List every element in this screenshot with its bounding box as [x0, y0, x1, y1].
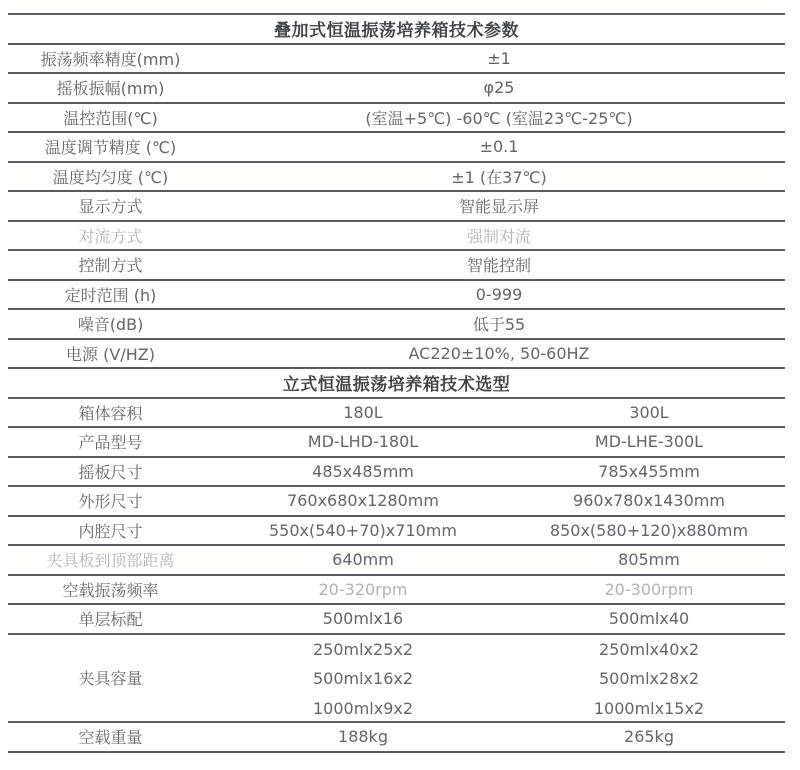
spec-row-plate-amplitude [8, 74, 785, 104]
spec-label: 内腔尺寸 [78, 521, 143, 541]
spec-row-timer-range [8, 281, 785, 311]
spec-label: 对流方式 [78, 226, 143, 246]
spec-label: 温度均匀度 (℃) [52, 167, 169, 187]
spec-value: AC220±10%, 50-60HZ [408, 343, 590, 363]
spec-value: 低于55 [472, 315, 526, 335]
spec-label: 摇板振幅(mm) [56, 79, 165, 99]
spec-label: 空载振荡频率 [62, 580, 159, 600]
spec-value-model2: 265kg [624, 727, 674, 747]
spec-label: 外形尺寸 [78, 492, 143, 512]
section2-title: 立式恒温振荡培养箱技术选型 [282, 375, 511, 396]
spec-row-temp-accuracy [8, 133, 785, 163]
spec-value-model1: 760x680x1280mm [287, 491, 439, 511]
spec-row-no-load-frequency [8, 576, 785, 606]
spec-row-temp-uniformity [8, 163, 785, 193]
spec-value: ±1 [487, 48, 511, 68]
spec-row-control-mode [8, 251, 785, 281]
spec-label: 温度调节精度 (℃) [44, 138, 177, 158]
spec-row-power [8, 340, 785, 370]
spec-value-model2: 850x(580+120)x880mm [549, 520, 749, 540]
spec-value-model1: 188kg [338, 727, 388, 747]
clamp-capacity-line: 500mlx16x2 [312, 669, 414, 688]
spec-value: 智能显示屏 [458, 197, 539, 217]
spec-value-model1: 550x(540+70)x710mm [269, 520, 457, 540]
spec-row-no-load-weight [8, 723, 785, 753]
spec-value-model2: MD-LHE-300L [594, 432, 704, 452]
spec-value-model1: 180L [343, 402, 383, 422]
spec-row-clamp-top-distance [8, 546, 785, 576]
spec-row-exterior-size [8, 487, 785, 517]
spec-table [8, 13, 785, 753]
spec-row-chamber-size [8, 517, 785, 547]
section2-header [8, 369, 785, 399]
spec-label: 单层标配 [78, 610, 143, 630]
clamp-capacity-line: 1000mlx9x2 [312, 698, 414, 718]
spec-label: 夹具板到顶部距离 [46, 551, 175, 571]
spec-value-model2: 805mm [618, 550, 680, 570]
spec-row-plate-size [8, 458, 785, 488]
spec-value-model2: 500mlx40 [608, 609, 690, 629]
spec-value-model1: MD-LHD-180L [307, 432, 419, 452]
spec-value: 0-999 [475, 284, 523, 304]
spec-label: 空载重量 [78, 728, 143, 748]
spec-value-model2: 20-300rpm [604, 579, 694, 599]
spec-label: 产品型号 [78, 433, 143, 453]
spec-value: 强制对流 [466, 226, 531, 246]
spec-label: 定时范围 (h) [64, 285, 157, 305]
spec-value: 智能控制 [466, 256, 531, 276]
spec-row-convection-mode [8, 222, 785, 252]
spec-row-noise [8, 310, 785, 340]
clamp-capacity-line: 500mlx28x2 [598, 669, 700, 688]
spec-value-model2: 960x780x1430mm [573, 491, 725, 511]
clamp-capacity-line: 1000mlx15x2 [593, 698, 705, 718]
spec-label: 箱体容积 [78, 403, 143, 423]
section1-header [8, 15, 785, 45]
spec-value-model1: 500mlx16 [322, 609, 404, 629]
spec-value-model1: 20-320rpm [318, 579, 408, 599]
spec-label: 噪音(dB) [77, 315, 144, 335]
spec-value: ±0.1 [479, 137, 519, 157]
spec-value-model1: 640mm [332, 550, 394, 570]
spec-row-oscillation-accuracy [8, 45, 785, 75]
section1-title: 叠加式恒温振荡培养箱技术参数 [274, 21, 519, 42]
clamp-capacity-line: 250mlx40x2 [598, 639, 700, 659]
spec-value: (室温+5℃) -60℃ (室温23℃-25℃) [365, 108, 633, 128]
spec-value-model2: 785x455mm [598, 461, 700, 481]
spec-label: 控制方式 [78, 256, 143, 276]
spec-value-model2: 300L [629, 402, 669, 422]
spec-label: 温控范围(℃) [63, 108, 158, 128]
spec-label: 摇板尺寸 [78, 462, 143, 482]
spec-value-model1: 485x485mm [312, 461, 414, 481]
spec-row-single-layer-standard [8, 605, 785, 635]
spec-value-model1 [213, 635, 513, 722]
spec-row-volume [8, 399, 785, 429]
spec-row-temp-range [8, 104, 785, 134]
spec-label: 显示方式 [78, 197, 143, 217]
spec-row-model-number [8, 428, 785, 458]
spec-label: 夹具容量 [78, 669, 143, 689]
spec-label: 振荡频率精度(mm) [40, 49, 181, 69]
clamp-capacity-line: 250mlx25x2 [312, 639, 414, 659]
spec-row-clamp-capacity [8, 635, 785, 724]
spec-value: ±1 (在37℃) [451, 167, 547, 187]
spec-row-display-mode [8, 192, 785, 222]
spec-value: φ25 [483, 78, 515, 98]
spec-value-model2 [513, 635, 785, 722]
spec-label: 电源 (V/HZ) [66, 344, 155, 364]
